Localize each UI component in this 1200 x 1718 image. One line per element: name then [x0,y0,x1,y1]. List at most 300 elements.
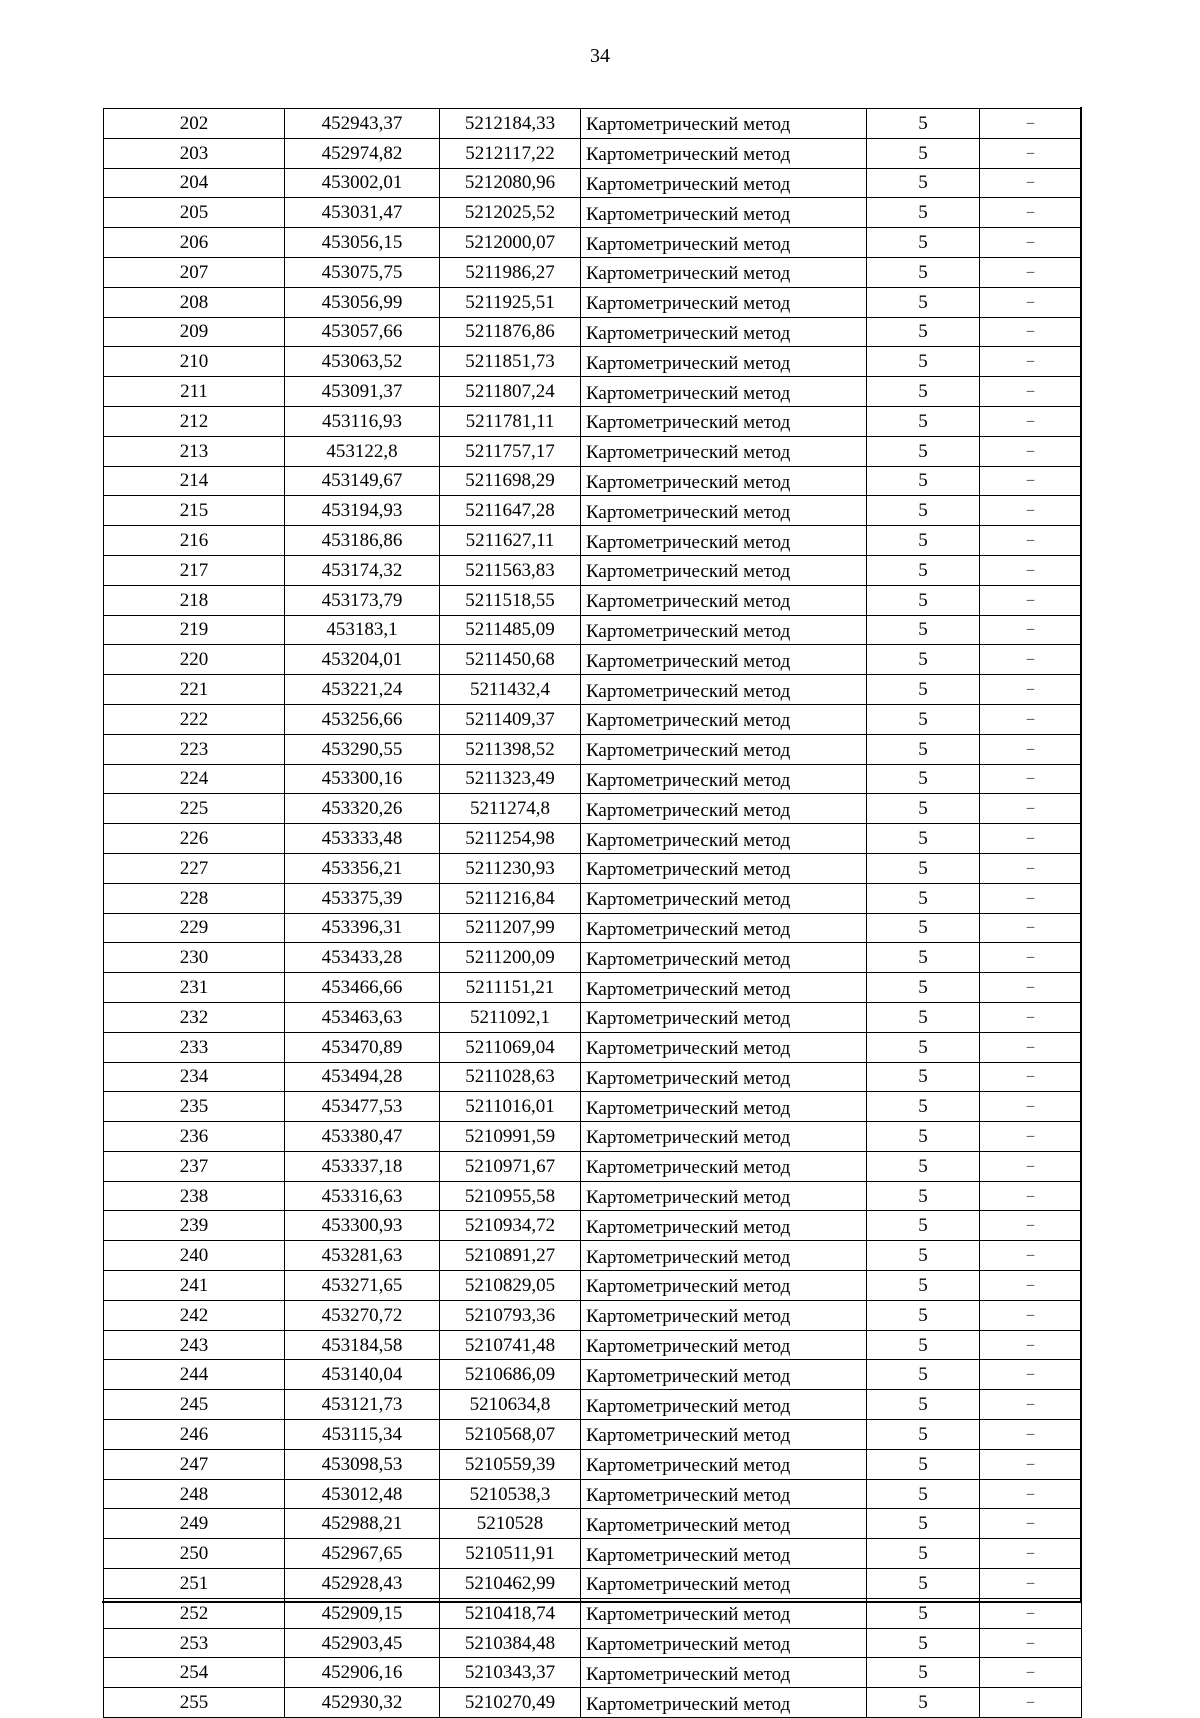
x-coordinate-cell: 452967,65 [285,1539,440,1569]
x-coordinate-cell: 453320,26 [285,794,440,824]
y-coordinate-cell: 5211757,17 [440,436,581,466]
table-row [104,1181,1082,1211]
method-cell: Картометрический метод [581,1360,867,1390]
point-number-cell: 236 [104,1122,285,1152]
note-cell: – [980,824,1082,854]
accuracy-cell: 5 [867,794,980,824]
method-cell: Картометрический метод [581,496,867,526]
accuracy-cell: 5 [867,615,980,645]
method-cell: Картометрический метод [581,615,867,645]
x-coordinate-cell: 453204,01 [285,645,440,675]
note-cell: – [980,198,1082,228]
note-cell: – [980,228,1082,258]
accuracy-cell: 5 [867,1420,980,1450]
x-coordinate-cell: 453012,48 [285,1479,440,1509]
x-coordinate-cell: 452930,32 [285,1688,440,1718]
accuracy-cell: 5 [867,1330,980,1360]
table-row [104,1390,1082,1420]
y-coordinate-cell: 5211807,24 [440,377,581,407]
y-coordinate-cell: 5211028,63 [440,1062,581,1092]
note-cell: – [980,138,1082,168]
point-number-cell: 248 [104,1479,285,1509]
point-number-cell: 237 [104,1151,285,1181]
point-number-cell: 224 [104,764,285,794]
note-cell: – [980,257,1082,287]
accuracy-cell: 5 [867,168,980,198]
point-number-cell: 250 [104,1539,285,1569]
y-coordinate-cell: 5211254,98 [440,824,581,854]
table-row [104,1032,1082,1062]
x-coordinate-cell: 453174,32 [285,555,440,585]
method-cell: Картометрический метод [581,109,867,139]
method-cell: Картометрический метод [581,287,867,317]
point-number-cell: 234 [104,1062,285,1092]
note-cell: – [980,1271,1082,1301]
accuracy-cell: 5 [867,675,980,705]
point-number-cell: 208 [104,287,285,317]
method-cell: Картометрический метод [581,734,867,764]
method-cell: Картометрический метод [581,1688,867,1718]
y-coordinate-cell: 5211216,84 [440,883,581,913]
x-coordinate-cell: 453300,16 [285,764,440,794]
accuracy-cell: 5 [867,943,980,973]
method-cell: Картометрический метод [581,1628,867,1658]
point-number-cell: 249 [104,1509,285,1539]
note-cell: – [980,1360,1082,1390]
y-coordinate-cell: 5210343,37 [440,1658,581,1688]
note-cell: – [980,913,1082,943]
point-number-cell: 228 [104,883,285,913]
method-cell: Картометрический метод [581,1420,867,1450]
accuracy-cell: 5 [867,1390,980,1420]
note-cell: – [980,943,1082,973]
point-number-cell: 242 [104,1300,285,1330]
point-number-cell: 225 [104,794,285,824]
accuracy-cell: 5 [867,1449,980,1479]
y-coordinate-cell: 5210270,49 [440,1688,581,1718]
point-number-cell: 218 [104,585,285,615]
table-row [104,913,1082,943]
x-coordinate-cell: 453173,79 [285,585,440,615]
accuracy-cell: 5 [867,1002,980,1032]
accuracy-cell: 5 [867,526,980,556]
point-number-cell: 240 [104,1241,285,1271]
x-coordinate-cell: 452903,45 [285,1628,440,1658]
method-cell: Картометрический метод [581,138,867,168]
method-cell: Картометрический метод [581,1271,867,1301]
note-cell: – [980,377,1082,407]
table-row [104,347,1082,377]
point-number-cell: 254 [104,1658,285,1688]
point-number-cell: 235 [104,1092,285,1122]
point-number-cell: 223 [104,734,285,764]
y-coordinate-cell: 5210829,05 [440,1271,581,1301]
y-coordinate-cell: 5210686,09 [440,1360,581,1390]
y-coordinate-cell: 5211207,99 [440,913,581,943]
point-number-cell: 253 [104,1628,285,1658]
table-row [104,585,1082,615]
accuracy-cell: 5 [867,198,980,228]
table-row [104,1539,1082,1569]
point-number-cell: 252 [104,1598,285,1628]
accuracy-cell: 5 [867,1628,980,1658]
x-coordinate-cell: 453063,52 [285,347,440,377]
accuracy-cell: 5 [867,138,980,168]
table-row [104,1122,1082,1152]
x-coordinate-cell: 453356,21 [285,853,440,883]
x-coordinate-cell: 453186,86 [285,526,440,556]
method-cell: Картометрический метод [581,883,867,913]
x-coordinate-cell: 453075,75 [285,257,440,287]
point-number-cell: 202 [104,109,285,139]
method-cell: Картометрический метод [581,1658,867,1688]
table-row [104,1330,1082,1360]
x-coordinate-cell: 453091,37 [285,377,440,407]
y-coordinate-cell: 5211016,01 [440,1092,581,1122]
accuracy-cell: 5 [867,1539,980,1569]
note-cell: – [980,287,1082,317]
x-coordinate-cell: 453333,48 [285,824,440,854]
point-number-cell: 238 [104,1181,285,1211]
table-row [104,1628,1082,1658]
point-number-cell: 231 [104,973,285,1003]
note-cell: – [980,317,1082,347]
x-coordinate-cell: 452928,43 [285,1569,440,1599]
method-cell: Картометрический метод [581,436,867,466]
method-cell: Картометрический метод [581,377,867,407]
note-cell: – [980,1390,1082,1420]
table-row [104,943,1082,973]
note-cell: – [980,436,1082,466]
x-coordinate-cell: 452988,21 [285,1509,440,1539]
x-coordinate-cell: 453098,53 [285,1449,440,1479]
y-coordinate-cell: 5211986,27 [440,257,581,287]
note-cell: – [980,1420,1082,1450]
table-row [104,1658,1082,1688]
point-number-cell: 210 [104,347,285,377]
x-coordinate-cell: 453031,47 [285,198,440,228]
method-cell: Картометрический метод [581,257,867,287]
y-coordinate-cell: 5212025,52 [440,198,581,228]
method-cell: Картометрический метод [581,1122,867,1152]
y-coordinate-cell: 5211398,52 [440,734,581,764]
accuracy-cell: 5 [867,287,980,317]
x-coordinate-cell: 453056,15 [285,228,440,258]
x-coordinate-cell: 453396,31 [285,913,440,943]
x-coordinate-cell: 453184,58 [285,1330,440,1360]
note-cell: – [980,555,1082,585]
note-cell: – [980,645,1082,675]
method-cell: Картометрический метод [581,317,867,347]
y-coordinate-cell: 5212080,96 [440,168,581,198]
note-cell: – [980,526,1082,556]
y-coordinate-cell: 5210568,07 [440,1420,581,1450]
x-coordinate-cell: 453115,34 [285,1420,440,1450]
y-coordinate-cell: 5210634,8 [440,1390,581,1420]
table-row [104,317,1082,347]
point-number-cell: 239 [104,1211,285,1241]
accuracy-cell: 5 [867,1509,980,1539]
table-row [104,883,1082,913]
accuracy-cell: 5 [867,1300,980,1330]
x-coordinate-cell: 453316,63 [285,1181,440,1211]
x-coordinate-cell: 453149,67 [285,466,440,496]
method-cell: Картометрический метод [581,1062,867,1092]
note-cell: – [980,496,1082,526]
x-coordinate-cell: 453122,8 [285,436,440,466]
table-row [104,555,1082,585]
point-number-cell: 222 [104,704,285,734]
table-row [104,406,1082,436]
note-cell: – [980,585,1082,615]
accuracy-cell: 5 [867,109,980,139]
y-coordinate-cell: 5211151,21 [440,973,581,1003]
x-coordinate-cell: 453121,73 [285,1390,440,1420]
note-cell: – [980,347,1082,377]
coordinates-table [103,108,1082,1718]
method-cell: Картометрический метод [581,1509,867,1539]
x-coordinate-cell: 453337,18 [285,1151,440,1181]
note-cell: – [980,1122,1082,1152]
y-coordinate-cell: 5210538,3 [440,1479,581,1509]
point-number-cell: 233 [104,1032,285,1062]
x-coordinate-cell: 453183,1 [285,615,440,645]
y-coordinate-cell: 5211876,86 [440,317,581,347]
method-cell: Картометрический метод [581,228,867,258]
note-cell: – [980,794,1082,824]
accuracy-cell: 5 [867,347,980,377]
accuracy-cell: 5 [867,1360,980,1390]
y-coordinate-cell: 5211230,93 [440,853,581,883]
y-coordinate-cell: 5211925,51 [440,287,581,317]
method-cell: Картометрический метод [581,1181,867,1211]
table-row [104,198,1082,228]
method-cell: Картометрический метод [581,973,867,1003]
y-coordinate-cell: 5210384,48 [440,1628,581,1658]
y-coordinate-cell: 5210891,27 [440,1241,581,1271]
accuracy-cell: 5 [867,734,980,764]
y-coordinate-cell: 5211274,8 [440,794,581,824]
point-number-cell: 229 [104,913,285,943]
point-number-cell: 219 [104,615,285,645]
table-row [104,1509,1082,1539]
table-row [104,734,1082,764]
y-coordinate-cell: 5211323,49 [440,764,581,794]
accuracy-cell: 5 [867,1569,980,1599]
x-coordinate-cell: 453290,55 [285,734,440,764]
table-row [104,1241,1082,1271]
table-row [104,526,1082,556]
method-cell: Картометрический метод [581,1449,867,1479]
method-cell: Картометрический метод [581,704,867,734]
point-number-cell: 211 [104,377,285,407]
y-coordinate-cell: 5212184,33 [440,109,581,139]
x-coordinate-cell: 453002,01 [285,168,440,198]
y-coordinate-cell: 5212000,07 [440,228,581,258]
point-number-cell: 232 [104,1002,285,1032]
note-cell: – [980,1151,1082,1181]
table-row [104,287,1082,317]
point-number-cell: 203 [104,138,285,168]
y-coordinate-cell: 5211432,4 [440,675,581,705]
note-cell: – [980,764,1082,794]
table-row [104,228,1082,258]
accuracy-cell: 5 [867,555,980,585]
method-cell: Картометрический метод [581,1151,867,1181]
x-coordinate-cell: 452974,82 [285,138,440,168]
note-cell: – [980,1092,1082,1122]
point-number-cell: 241 [104,1271,285,1301]
accuracy-cell: 5 [867,853,980,883]
accuracy-cell: 5 [867,1092,980,1122]
point-number-cell: 213 [104,436,285,466]
x-coordinate-cell: 452906,16 [285,1658,440,1688]
note-cell: – [980,1241,1082,1271]
point-number-cell: 205 [104,198,285,228]
table-row [104,1300,1082,1330]
method-cell: Картометрический метод [581,1032,867,1062]
y-coordinate-cell: 5211781,11 [440,406,581,436]
table-row [104,138,1082,168]
y-coordinate-cell: 5211563,83 [440,555,581,585]
note-cell: – [980,1300,1082,1330]
table-row [104,1420,1082,1450]
page-number: 34 [590,45,610,67]
note-cell: – [980,466,1082,496]
point-number-cell: 217 [104,555,285,585]
y-coordinate-cell: 5211647,28 [440,496,581,526]
method-cell: Картометрический метод [581,943,867,973]
accuracy-cell: 5 [867,1032,980,1062]
x-coordinate-cell: 452909,15 [285,1598,440,1628]
point-number-cell: 206 [104,228,285,258]
table-row [104,1002,1082,1032]
accuracy-cell: 5 [867,1479,980,1509]
y-coordinate-cell: 5210462,99 [440,1569,581,1599]
accuracy-cell: 5 [867,436,980,466]
x-coordinate-cell: 453300,93 [285,1211,440,1241]
point-number-cell: 209 [104,317,285,347]
table-row [104,377,1082,407]
table-row [104,168,1082,198]
method-cell: Картометрический метод [581,168,867,198]
y-coordinate-cell: 5211851,73 [440,347,581,377]
accuracy-cell: 5 [867,1598,980,1628]
method-cell: Картометрический метод [581,555,867,585]
point-number-cell: 207 [104,257,285,287]
note-cell: – [980,168,1082,198]
table-row [104,109,1082,139]
table-row [104,1569,1082,1599]
accuracy-cell: 5 [867,1658,980,1688]
point-number-cell: 221 [104,675,285,705]
method-cell: Картометрический метод [581,794,867,824]
accuracy-cell: 5 [867,1211,980,1241]
x-coordinate-cell: 453270,72 [285,1300,440,1330]
y-coordinate-cell: 5211069,04 [440,1032,581,1062]
note-cell: – [980,1032,1082,1062]
y-coordinate-cell: 5211092,1 [440,1002,581,1032]
y-coordinate-cell: 5210511,91 [440,1539,581,1569]
table-row [104,824,1082,854]
accuracy-cell: 5 [867,883,980,913]
x-coordinate-cell: 453057,66 [285,317,440,347]
x-coordinate-cell: 453194,93 [285,496,440,526]
method-cell: Картометрический метод [581,198,867,228]
method-cell: Картометрический метод [581,1479,867,1509]
x-coordinate-cell: 453463,63 [285,1002,440,1032]
point-number-cell: 244 [104,1360,285,1390]
note-cell: – [980,1569,1082,1599]
table-row [104,1271,1082,1301]
x-coordinate-cell: 453494,28 [285,1062,440,1092]
method-cell: Картометрический метод [581,1092,867,1122]
note-cell: – [980,973,1082,1003]
table-row [104,436,1082,466]
table-row [104,704,1082,734]
point-number-cell: 243 [104,1330,285,1360]
method-cell: Картометрический метод [581,1211,867,1241]
note-cell: – [980,853,1082,883]
accuracy-cell: 5 [867,406,980,436]
table-row [104,1688,1082,1718]
note-cell: – [980,1628,1082,1658]
accuracy-cell: 5 [867,317,980,347]
note-cell: – [980,406,1082,436]
point-number-cell: 215 [104,496,285,526]
table-row [104,1092,1082,1122]
table-row [104,1360,1082,1390]
method-cell: Картометрический метод [581,1241,867,1271]
accuracy-cell: 5 [867,377,980,407]
y-coordinate-cell: 5211627,11 [440,526,581,556]
note-cell: – [980,734,1082,764]
accuracy-cell: 5 [867,913,980,943]
point-number-cell: 230 [104,943,285,973]
point-number-cell: 214 [104,466,285,496]
point-number-cell: 227 [104,853,285,883]
method-cell: Картометрический метод [581,853,867,883]
accuracy-cell: 5 [867,704,980,734]
table-row [104,1151,1082,1181]
method-cell: Картометрический метод [581,1539,867,1569]
method-cell: Картометрический метод [581,347,867,377]
table-row [104,257,1082,287]
y-coordinate-cell: 5211518,55 [440,585,581,615]
y-coordinate-cell: 5211450,68 [440,645,581,675]
table-row [104,645,1082,675]
x-coordinate-cell: 453466,66 [285,973,440,1003]
note-cell: – [980,615,1082,645]
note-cell: – [980,1598,1082,1628]
table-row [104,615,1082,645]
method-cell: Картометрический метод [581,645,867,675]
x-coordinate-cell: 453271,65 [285,1271,440,1301]
method-cell: Картометрический метод [581,764,867,794]
y-coordinate-cell: 5211698,29 [440,466,581,496]
y-coordinate-cell: 5211485,09 [440,615,581,645]
x-coordinate-cell: 453221,24 [285,675,440,705]
x-coordinate-cell: 453256,66 [285,704,440,734]
method-cell: Картометрический метод [581,406,867,436]
table-body [104,109,1082,1718]
x-coordinate-cell: 453056,99 [285,287,440,317]
y-coordinate-cell: 5210971,67 [440,1151,581,1181]
note-cell: – [980,1449,1082,1479]
table-row [104,1062,1082,1092]
note-cell: – [980,1658,1082,1688]
y-coordinate-cell: 5210793,36 [440,1300,581,1330]
